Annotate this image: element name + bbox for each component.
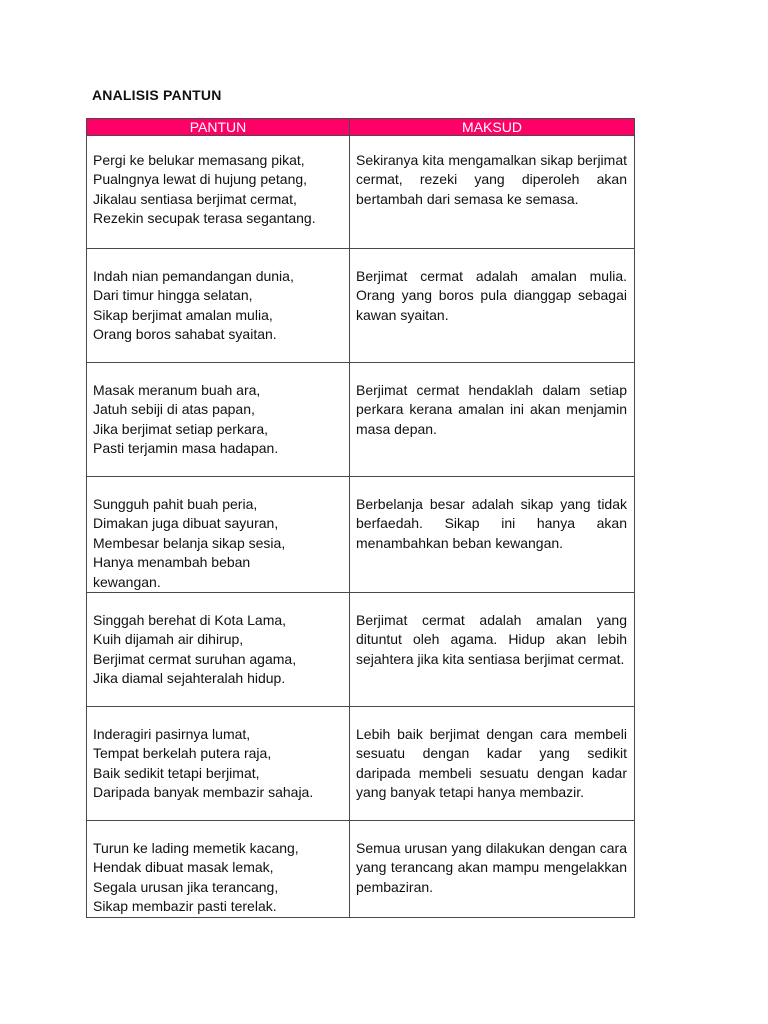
table-row <box>87 363 635 477</box>
maksud-text: Sekiranya kita mengamalkan sikap berjimat cermat, rezeki yang diperoleh akan bertambah dari semasa ke semasa. <box>356 152 627 207</box>
pantun-line: Sungguh pahit buah peria, <box>93 496 258 512</box>
table-row <box>87 249 635 363</box>
pantun-line: Dimakan juga dibuat sayuran, <box>93 515 279 532</box>
pantun-line: Segala urusan jika terancang, <box>93 878 279 895</box>
maksud-text: Berjimat cermat adalah amalan mulia. Orang yang boros pula dianggap sebagai kawan syaitan. <box>356 268 627 323</box>
table-row <box>87 821 635 918</box>
table-header-row <box>87 119 635 136</box>
pantun-line: Berjimat cermat suruhan agama, <box>93 650 297 667</box>
pantun-line: Sikap berjimat amalan mulia, <box>93 306 273 323</box>
maksud-cell <box>350 707 635 821</box>
column-header-maksud: MAKSUD <box>350 119 635 136</box>
pantun-cell <box>87 363 350 477</box>
pantun-line: Dari timur hingga selatan, <box>93 287 253 304</box>
maksud-text: Lebih baik berjimat dengan cara membeli sesuatu dengan kadar yang sedikit daripada membeli sesuatu dengan kadar yang banyak tetapi hanya membazir. <box>356 726 627 801</box>
pantun-line: Singgah berehat di Kota Lama, <box>93 612 287 629</box>
maksud-text: Berjimat cermat adalah amalan yang dituntut oleh agama. Hidup akan lebih sejahtera jika kita sentiasa berjimat cermat. <box>356 612 627 667</box>
table-row <box>87 707 635 821</box>
pantun-line: Membesar belanja sikap sesia, <box>93 534 286 551</box>
pantun-line: Orang boros sahabat syaitan. <box>93 326 277 343</box>
pantun-cell <box>87 249 350 363</box>
pantun-line: Sikap membazir pasti terelak. <box>93 898 277 915</box>
pantun-line: Masak meranum buah ara, <box>93 382 261 398</box>
table-row <box>87 593 635 707</box>
document-title: ANALISIS PANTUN <box>92 87 222 103</box>
pantun-line: Indah nian pemandangan dunia, <box>93 268 294 284</box>
pantun-line: Jika berjimat setiap perkara, <box>93 420 269 437</box>
maksud-cell <box>350 249 635 363</box>
pantun-line: Pergi ke belukar memasang pikat, <box>93 152 305 168</box>
pantun-line: Jikalau sentiasa berjimat cermat, <box>93 190 297 207</box>
maksud-text: Semua urusan yang dilakukan dengan cara yang terancang akan mampu mengelakkan pembaziran. <box>356 840 627 895</box>
table-row <box>87 136 635 249</box>
pantun-cell <box>87 821 350 918</box>
maksud-cell <box>350 593 635 707</box>
pantun-line: Baik sedikit tetapi berjimat, <box>93 764 260 781</box>
maksud-cell <box>350 136 635 249</box>
pantun-line: Turun ke lading memetik kacang, <box>93 840 299 857</box>
maksud-cell <box>350 363 635 477</box>
pantun-line: Daripada banyak membazir sahaja. <box>93 784 314 801</box>
pantun-cell <box>87 477 350 593</box>
pantun-line: kewangan. <box>93 573 161 590</box>
pantun-line: Kuih dijamah air dihirup, <box>93 631 244 648</box>
maksud-cell <box>350 477 635 593</box>
pantun-line: Hendak dibuat masak lemak, <box>93 859 274 876</box>
column-header-pantun: PANTUN <box>87 119 350 136</box>
pantun-line: Jika diamal sejahteralah hidup. <box>93 670 286 687</box>
pantun-cell <box>87 707 350 821</box>
maksud-text: Berjimat cermat hendaklah dalam setiap perkara kerana amalan ini akan menjamin masa depan. <box>356 382 627 437</box>
pantun-line: Tempat berkelah putera raja, <box>93 745 272 762</box>
pantun-line: Rezekin secupak terasa segantang. <box>93 210 316 227</box>
maksud-text: Berbelanja besar adalah sikap yang tidak berfaedah. Sikap ini hanya akan menambahkan beban kewangan. <box>356 496 627 551</box>
table-row <box>87 477 635 593</box>
pantun-line: Pualngnya lewat di hujung petang, <box>93 171 308 188</box>
pantun-line: Inderagiri pasirnya lumat, <box>93 726 251 743</box>
pantun-analysis-table <box>86 118 635 918</box>
pantun-line: Pasti terjamin masa hadapan. <box>93 440 279 457</box>
pantun-cell <box>87 136 350 249</box>
pantun-line: Hanya menambah beban <box>93 554 251 571</box>
maksud-cell <box>350 821 635 918</box>
table-body <box>87 136 635 918</box>
pantun-line: Jatuh sebiji di atas papan, <box>93 401 255 418</box>
pantun-cell <box>87 593 350 707</box>
